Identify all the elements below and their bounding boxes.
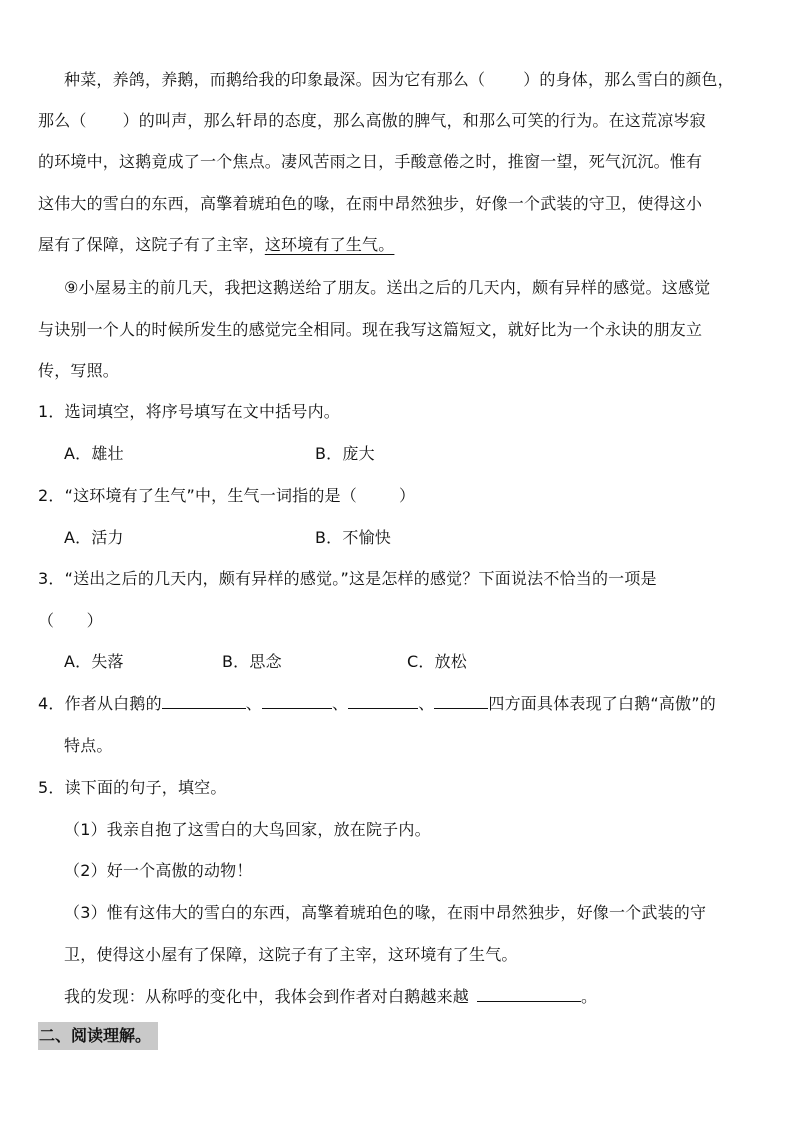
answer-paren[interactable]: （ ）: [38, 611, 103, 630]
text: 种菜，养鸽，养鹅，而鹅给我的印象最深。因为它有那么（: [64, 70, 486, 89]
text: 屋有了保障，这院子有了主宰，: [38, 235, 265, 254]
passage-line: 这伟大的雪白的东西，高擎着琥珀色的喙，在雨中昂然独步，好像一个武装的守卫，使得这小: [38, 194, 703, 213]
sentence-3-cont: 卫，使得这小屋有了保障，这院子有了主宰，这环境有了生气。: [64, 945, 518, 964]
q1-option-a[interactable]: A．雄壮: [64, 444, 124, 463]
text: ）: [398, 486, 416, 505]
text: 、: [245, 694, 262, 713]
text: 2．“这环境有了生气”中，生气一词指的是（: [38, 486, 357, 505]
question-4-cont: 特点。: [64, 736, 113, 755]
passage-line: [38, 111, 706, 131]
text: 、: [331, 694, 349, 713]
passage-line: 传，写照。: [38, 361, 120, 380]
text: 。: [581, 987, 598, 1006]
text: 四方面具体表现了白鹅“高傲”的: [488, 694, 716, 713]
text: 那么（: [38, 111, 87, 130]
q3-option-c[interactable]: C．放松: [407, 652, 467, 671]
q2-option-b[interactable]: B．不愉快: [315, 528, 391, 547]
fill-blank[interactable]: [262, 694, 332, 709]
passage-line: 的环境中，这鹅竟成了一个焦点。凄风苦雨之日，手酸意倦之时，推窗一望，死气沉沉。惟有: [38, 152, 703, 171]
fill-blank[interactable]: [162, 694, 246, 709]
sentence-1: （1）我亲自抱了这雪白的大鸟回家，放在院子内。: [64, 820, 431, 839]
underlined-sentence: 这环境有了生气。: [264, 235, 395, 254]
fill-blank[interactable]: [477, 987, 581, 1002]
text: ）的叫声，那么轩昂的态度，那么高傲的脾气，和那么可笑的行为。在这荒凉岑寂: [122, 111, 706, 130]
question-4-stem: [38, 694, 716, 714]
text: 、: [418, 694, 435, 713]
question-3-stem: 3．“送出之后的几天内，颇有异样的感觉。”这是怎样的感觉？下面说法不恰当的一项是: [38, 569, 657, 588]
text: 我的发现：从称呼的变化中，我体会到作者对白鹅越来越: [64, 987, 470, 1006]
sentence-3: （3）惟有这伟大的雪白的东西，高擎着琥珀色的喙，在雨中昂然独步，好像一个武装的守: [64, 903, 707, 922]
fill-blank[interactable]: [348, 694, 418, 709]
passage-line: [38, 235, 400, 255]
passage-line: [64, 70, 734, 90]
my-finding: [64, 987, 597, 1007]
question-5-stem: 5．读下面的句子，填空。: [38, 778, 227, 797]
q2-option-a[interactable]: A．活力: [64, 528, 124, 547]
sentence-2: （2）好一个高傲的动物！: [64, 861, 253, 880]
q1-option-b[interactable]: B．庞大: [315, 444, 375, 463]
fill-blank[interactable]: [434, 694, 488, 709]
section-heading: 二、阅读理解。: [39, 1026, 152, 1045]
question-2-stem: [38, 486, 415, 506]
q3-option-b[interactable]: B．思念: [222, 652, 282, 671]
question-1-stem: 1．选词填空，将序号填写在文中括号内。: [38, 402, 340, 421]
text: ）的身体，那么雪白的颜色，: [523, 70, 734, 89]
q3-option-a[interactable]: A．失落: [64, 652, 124, 671]
passage-line: ⑨小屋易主的前几天，我把这鹅送给了朋友。送出之后的几天内，颇有异样的感觉。这感觉: [64, 278, 711, 297]
text: 4．作者从白鹅的: [38, 694, 162, 713]
passage-line: 与诀别一个人的时候所发生的感觉完全相同。现在我写这篇短文，就好比为一个永诀的朋友立: [38, 320, 703, 339]
